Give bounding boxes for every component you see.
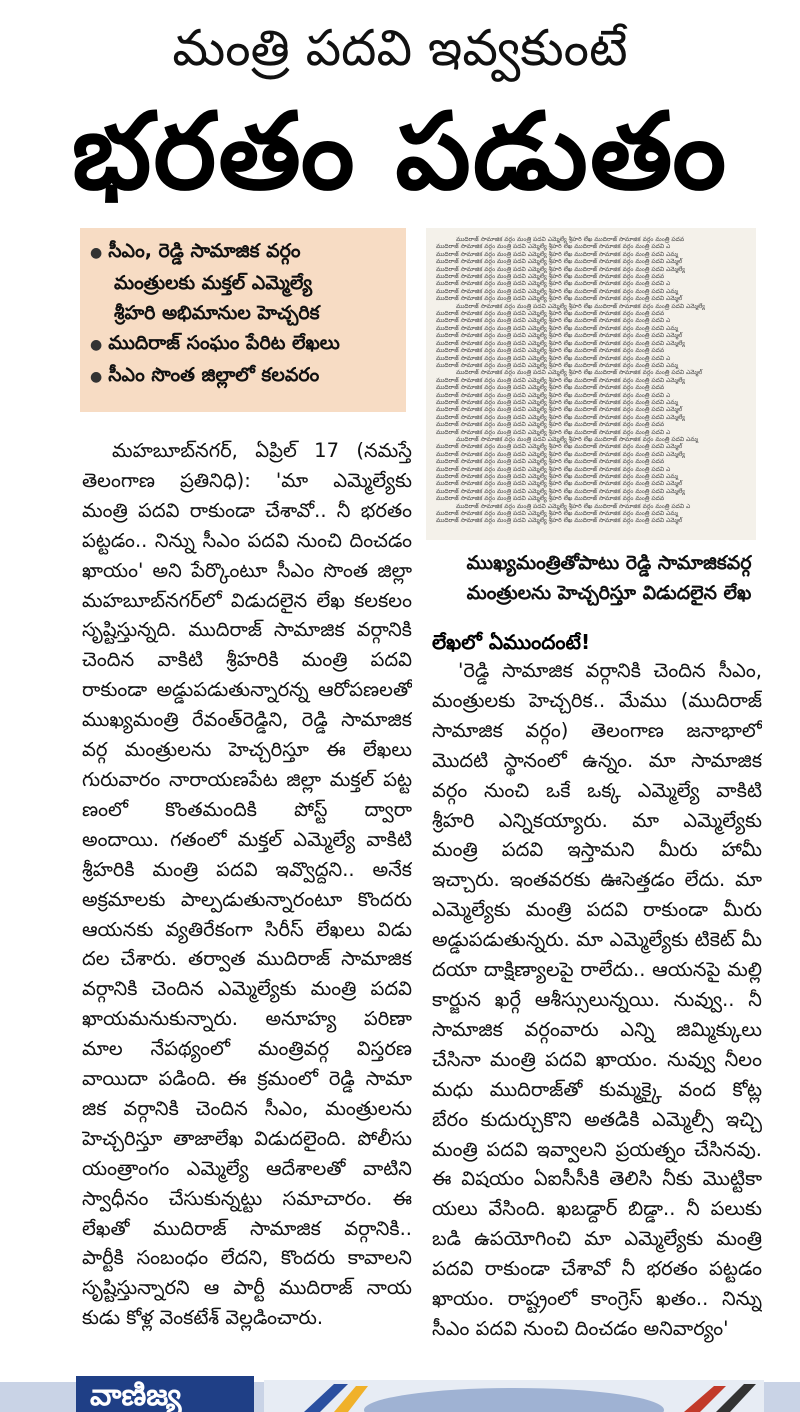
article-line: పార్టీకి సంబంధం లేదని, కొందరు కావాలని [82,1246,412,1270]
letter-scribble-line: ముదిరాజ్ సామాజిక వర్గం మంత్రి పదవి ఎమ్మెల్యే శ్రీహరి లేఖ ముదిరాజ్ సామాజిక వర్గం మంత్రి పదవి ఎ [436,391,671,399]
bullet-dot-icon: ● [90,245,103,261]
highlight-item: ● సీఎం, రెడ్డి సామాజిక వర్గం [90,240,301,262]
article-line: ఖాయం' అని పేర్కొంటూ సీఎం సొంత జిల్లా [82,558,412,582]
letter-scribble-line: ముదిరాజ్ సామాజిక వర్గం మంత్రి పదవి ఎమ్మెల్యే శ్రీహరి లేఖ ముదిరాజ్ సామాజిక వర్గం మంత్రి పదవి ఎమ్మెల్యే [436,265,686,273]
letter-scribble-line: ముదిరాజ్ సామాజిక వర్గం మంత్రి పదవి ఎమ్మెల్యే శ్రీహరి లేఖ ముదిరాజ్ సామాజిక వర్గం మంత్రి పదవ [436,273,665,281]
letter-scribble-line: ముదిరాజ్ సామాజిక వర్గం మంత్రి పదవి ఎమ్మెల్యే శ్రీహరి లేఖ ముదిరాజ్ సామాజిక వర్గం మంత్రి పదవి ఎమ్మెల్యే [436,450,686,458]
article-line: మంత్రి పదవి ఇవ్వాలని ప్రయత్నం చేసినవు. [432,1137,762,1161]
letter-scribble-line: ముదిరాజ్ సామాజిక వర్గం మంత్రి పదవి ఎమ్మెల్యే శ్రీహరి లేఖ ముదిరాజ్ సామాజిక వర్గం మంత్రి పదవి ఎమ్మెల్ [436,258,683,266]
article-line: దయా దాక్షిణ్యాలపై రాలేదు.. ఆయనపై మల్లి [432,958,762,982]
article-line: మహబూబ్‌నగర్‌లో విడుదలైన లేఖ కలకలం [82,588,412,612]
article-left-column [82,436,412,1333]
letter-scribble-line: ముదిరాజ్ సామాజిక వర్గం మంత్రి పదవి ఎమ్మెల్యే శ్రీహరి లేఖ ముదిరాజ్ సామాజిక వర్గం మంత్రి పదవి ఎ [436,280,671,288]
article-line: లేఖతో ముదిరాజ్ సామాజిక వర్గానికి.. [82,1216,412,1240]
article-line: అక్రమాలకు పాల్పడుతున్నారంటూ కొందరు [82,887,412,911]
article-line: వర్గం నుంచి ఒకే ఒక్క ఎమ్మెల్యే వాకిటి [432,778,762,802]
letter-scribble-line: ముదిరాజ్ సామాజిక వర్గం మంత్రి పదవి ఎమ్మెల్యే శ్రీహరి లేఖ ముదిరాజ్ సామాజిక వర్గం మంత్రి పదవి ఎమ్మ [436,324,679,332]
letter-scribble-line: ముదిరాజ్ సామాజిక వర్గం మంత్రి పదవి ఎమ్మెల్యే శ్రీహరి లేఖ ముదిరాజ్ సామాజిక వర్గం మంత్రి పదవ [436,310,665,318]
article-line: ఆయనకు వ్యతిరేకంగా సిరీస్ లేఖలు విడు [82,917,412,941]
article-line: యంత్రాంగం ఎమ్మెల్యే ఆదేశాలతో వాటిని [82,1156,412,1180]
article-line: ముఖ్యమంత్రి రేవంత్‌రెడ్డిని, రెడ్డి సామాజిక [82,708,412,732]
highlight-item-continued: మంత్రులకు మక్తల్ ఎమ్మెల్యే [114,272,313,294]
letter-scribble-line: ముదిరాజ్ సామాజిక వర్గం మంత్రి పదవి ఎమ్మెల్యే శ్రీహరి లేఖ ముదిరాజ్ సామాజిక వర్గం మంత్రి పదవి ఎమ్మెల్ [436,406,683,414]
article-line: మొదటి స్థానంలో ఉన్నం. మా సామాజిక [432,748,762,772]
letter-scribble-line: ముదిరాజ్ సామాజిక వర్గం మంత్రి పదవి ఎమ్మెల్యే శ్రీహరి లేఖ ముదిరాజ్ సామాజిక వర్గం మంత్రి పదవి ఎమ్మెల్ [436,443,683,451]
article-line: పదవి రాకుండా చేశావో నీ భరతం పట్టడం [432,1257,762,1281]
letter-scribble-line: ముదిరాజ్ సామాజిక వర్గం మంత్రి పదవి ఎమ్మెల్యే శ్రీహరి లేఖ ముదిరాజ్ సామాజిక వర్గం మంత్రి పదవి ఎమ్మెల్ [436,295,683,303]
highlight-item: ● ముదిరాజ్ సంఘం పేరిట లేఖలు [90,332,340,354]
article-line: మధు ముదిరాజ్‌తో కుమ్మక్కై వంద కోట్ల [432,1077,762,1101]
article-line: వర్గానికి చెందిన ఎమ్మెల్యేకు మంత్రి పదవి [82,977,412,1001]
letter-scribble-line: ముదిరాజ్ సామాజిక వర్గం మంత్రి పదవి ఎమ్మెల్యే శ్రీహరి లేఖ ముదిరాజ్ సామాజిక వర్గం మంత్రి పదవి ఎమ్మ [436,250,679,258]
article-line: బడి ఉపయోగించి మా ఎమ్మెల్యేకు మంత్రి [432,1227,762,1251]
footer-section-label: వాణిజ్య [76,1376,254,1412]
photo-caption-line: మంత్రులను హెచ్చరిస్తూ విడుదలైన లేఖ [466,582,752,604]
article-line: రాకుండా అడ్డుపడుతున్నారన్న ఆరోపణలతో [82,678,412,702]
letter-scribble-line: ముదిరాజ్ సామాజిక వర్గం మంత్రి పదవి ఎమ్మెల్యే శ్రీహరి లేఖ ముదిరాజ్ సామాజిక వర్గం మంత్రి పదవి ఎమ్మ [436,510,679,518]
article-line: ఎమ్మెల్యేకు మంత్రి పదవి రాకుండా మీరు [432,898,762,922]
letter-scribble-line: ముదిరాజ్ సామాజిక వర్గం మంత్రి పదవి ఎమ్మెల్యే శ్రీహరి లేఖ ముదిరాజ్ సామాజిక వర్గం మంత్రి పదవి ఎమ్మ [436,473,679,480]
bullet-dot-icon: ● [90,369,103,385]
letter-scribble-line: ముదిరాజ్ సామాజిక వర్గం మంత్రి పదవి ఎమ్మెల్యే శ్రీహరి లేఖ ముదిరాజ్ సామాజిక వర్గం మంత్రి పదవి ఎమ్మ [436,398,679,406]
headline-kicker: మంత్రి పదవి ఇవ్వకుంటే [172,19,628,77]
letter-scribble-line: ముదిరాజ్ సామాజిక వర్గం మంత్రి పదవి ఎమ్మెల్యే శ్రీహరి లేఖ ముదిరాజ్ సామాజిక వర్గం మంత్రి పదవి ఎ [436,354,671,362]
letter-scribble-line: ముదిరాజ్ సామాజిక వర్గం మంత్రి పదవి ఎమ్మెల్యే శ్రీహరి లేఖ ముదిరాజ్ సామాజిక వర్గం మంత్రి పదవి ఎమ్మెల్ [436,332,683,340]
letter-scribble-line: ముదిరాజ్ సామాజిక వర్గం మంత్రి పదవి ఎమ్మెల్యే శ్రీహరి లేఖ ముదిరాజ్ సామాజిక వర్గం మంత్రి పదవి ఎమ్మెల్యే [436,376,686,384]
letter-scribble-line: ముదిరాజ్ సామాజిక వర్గం మంత్రి పదవి ఎమ్మెల్యే శ్రీహరి లేఖ ముదిరాజ్ సామాజిక వర్గం మంత్రి పదవి ఎమ్మెల్యే [436,413,686,421]
letter-scribble-line: ముదిరాజ్ సామాజిక వర్గం మంత్రి పదవి ఎమ్మెల్యే శ్రీహరి లేఖ ముదిరాజ్ సామాజిక వర్గం మంత్రి పదవి ఎమ్మ [456,435,699,443]
article-line: ణంలో కొంతమందికి పోస్ట్ ద్వారా [82,797,412,821]
article-line: మంత్రి పదవి ఇస్తామని మీరు హామీ [432,838,762,862]
article-line: బేరం కుదుర్చుకొని అతడికి ఎమ్మెల్సీ ఇచ్చి [432,1107,762,1131]
letter-scribble-line: ముదిరాజ్ సామాజిక వర్గం మంత్రి పదవి ఎమ్మెల్యే శ్రీహరి లేఖ ముదిరాజ్ సామాజిక వర్గం మంత్రి పదవ [456,236,685,243]
article-line: కుడు కోళ్ల వెంకటేశ్ వెల్లడించారు. [82,1306,324,1330]
article-line: యలు వేసింది. ఖబడ్దార్ బిడ్డా.. నీ పలుకు [432,1197,762,1221]
article-subhead: లేఖలో ఏముందంటే! [432,630,591,654]
letter-scribble-line: ముదిరాజ్ సామాజిక వర్గం మంత్రి పదవి ఎమ్మెల్యే శ్రీహరి లేఖ ముదిరాజ్ సామాజిక వర్గం మంత్రి పదవి ఎ [436,465,671,473]
letter-scribble-line: ముదిరాజ్ సామాజిక వర్గం మంత్రి పదవి ఎమ్మెల్యే శ్రీహరి లేఖ ముదిరాజ్ సామాజిక వర్గం మంత్రి పదవి ఎ [436,317,671,325]
article-line: వాయిదా పడింది. ఈ క్రమంలో రెడ్డి సామా [82,1067,412,1091]
letter-scribble-line: ముదిరాజ్ సామాజిక వర్గం మంత్రి పదవి ఎమ్మెల్యే శ్రీహరి లేఖ ముదిరాజ్ సామాజిక వర్గం మంత్రి పదవి ఎ [436,243,671,251]
letter-scribble-line: ముదిరాజ్ సామాజిక వర్గం మంత్రి పదవి ఎమ్మెల్యే శ్రీహరి లేఖ ముదిరాజ్ సామాజిక వర్గం మంత్రి పదవ [436,384,665,392]
bullet-dot-icon: ● [90,337,103,353]
letter-scribble-line: ముదిరాజ్ సామాజిక వర్గం మంత్రి పదవి ఎమ్మెల్యే శ్రీహరి లేఖ ముదిరాజ్ సామాజిక వర్గం మంత్రి పదవి ఎమ్మెల్యే [436,339,686,347]
letter-photo [426,228,756,540]
article-line: ఖాయమనుకున్నారు. అనూహ్య పరిణా [82,1007,412,1031]
article-line: మహబూబ్‌నగర్, ఏప్రిల్ 17 (నమస్తే [112,439,412,462]
article-line: చెందిన వాకిటి శ్రీహరికి మంత్రి పదవి [82,648,412,672]
letter-scribble-line: ముదిరాజ్ సామాజిక వర్గం మంత్రి పదవి ఎమ్మెల్యే శ్రీహరి లేఖ ముదిరాజ్ సామాజిక వర్గం మంత్రి పదవి ఎ [456,502,691,510]
article-line: మంత్రులకు హెచ్చరిక.. మేము (ముదిరాజ్ [432,688,762,712]
article-line: శ్రీహరి ఎన్నికయ్యారు. మా ఎమ్మెల్యేకు [432,808,762,832]
letter-scribble-line: ముదిరాజ్ సామాజిక వర్గం మంత్రి పదవి ఎమ్మెల్యే శ్రీహరి లేఖ ముదిరాజ్ సామాజిక వర్గం మంత్రి పదవి ఎమ్మెల్ [436,517,683,525]
letter-photo-scribble [436,236,746,525]
article-line: అడ్డుపడుతున్నరు. మా ఎమ్మెల్యేకు టికెట్ మీ [432,928,762,952]
article-line: హెచ్చరిస్తూ తాజాలేఖ విడుదలైంది. పోలీసు [82,1126,412,1150]
article-line: సృష్టిస్తున్నది. ముదిరాజ్ సామాజిక వర్గానికి [82,618,412,642]
photo-caption-line: ముఖ్యమంత్రితోపాటు రెడ్డి సామాజికవర్గ [466,552,752,574]
letter-scribble-line: ముదిరాజ్ సామాజిక వర్గం మంత్రి పదవి ఎమ్మెల్యే శ్రీహరి లేఖ ముదిరాజ్ సామాజిక వర్గం మంత్రి పదవి ఎమ్మెల్ [436,480,683,488]
article-line: ఈ విషయం ఏఐసీసీకి తెలిసి నీకు మొట్టికా [432,1167,762,1191]
article-line: స్వాధీనం చేసుకున్నట్టు సమాచారం. ఈ [82,1186,412,1210]
highlight-item: ● సీఎం సొంత జిల్లాలో కలవరం [90,364,320,386]
footer-ad-graphic [264,1380,764,1412]
letter-scribble-line: ముదిరాజ్ సామాజిక వర్గం మంత్రి పదవి ఎమ్మెల్యే శ్రీహరి లేఖ ముదిరాజ్ సామాజిక వర్గం మంత్రి పదవి ఎమ్మ [436,361,679,369]
article-line: చేసినా మంత్రి పదవి ఖాయం. నువ్వు నీలం [432,1047,762,1071]
article-line: ఇచ్చారు. ఇంతవరకు ఊసెత్తడం లేదు. మా [432,868,762,892]
letter-scribble-line: ముదిరాజ్ సామాజిక వర్గం మంత్రి పదవి ఎమ్మెల్యే శ్రీహరి లేఖ ముదిరాజ్ సామాజిక వర్గం మంత్రి పదవ [436,347,665,355]
letter-scribble-line: ముదిరాజ్ సామాజిక వర్గం మంత్రి పదవి ఎమ్మెల్యే శ్రీహరి లేఖ ముదిరాజ్ సామాజిక వర్గం మంత్రి పదవి ఎమ్మ [436,287,679,295]
photo-caption [426,548,792,608]
letter-scribble-line: ముదిరాజ్ సామాజిక వర్గం మంత్రి పదవి ఎమ్మెల్యే శ్రీహరి లేఖ ముదిరాజ్ సామాజిక వర్గం మంత్రి పదవ [436,421,665,429]
letter-scribble-line: ముదిరాజ్ సామాజిక వర్గం మంత్రి పదవి ఎమ్మెల్యే శ్రీహరి లేఖ ముదిరాజ్ సామాజిక వర్గం మంత్రి పదవ [436,495,665,503]
article-line: వర్గ మంత్రులను హెచ్చరిస్తూ ఈ లేఖలు [82,738,412,762]
highlights-box [80,228,406,412]
article-line: దల చేశారు. తర్వాత ముదిరాజ్ సామాజిక [82,947,412,971]
article-line: అందాయి. గతంలో మక్తల్ ఎమ్మెల్యే వాకిటి [82,827,412,851]
article-right-column [432,656,762,1344]
article-line: మాల నేపథ్యంలో మంత్రివర్గ విస్తరణ [82,1037,412,1061]
article-line: సామాజిక వర్గం) తెలంగాణ జనాభాలో [432,718,762,742]
article-line: పట్టడం.. నిన్ను సీఎం పదవి నుంచి దించడం [82,528,412,552]
article-line: తెలంగాణ ప్రతినిధి): 'మా ఎమ్మెల్యేకు [82,468,412,492]
article-line: సీఎం పదవి నుంచి దించడం అనివార్యం' [432,1316,729,1340]
article-line: కార్జున ఖర్గే ఆశీస్సులున్నయి. నువ్వు.. నీ [432,987,762,1011]
article-line: గురువారం నారాయణపేట జిల్లా మక్తల్ పట్ట [82,767,412,791]
article-line: శ్రీహరికి మంత్రి పదవి ఇవ్వొద్దని.. అనేక [82,857,412,881]
letter-scribble-line: ముదిరాజ్ సామాజిక వర్గం మంత్రి పదవి ఎమ్మెల్యే శ్రీహరి లేఖ ముదిరాజ్ సామాజిక వర్గం మంత్రి పదవి ఎమ్మెల్యే [456,302,706,310]
article-line: మంత్రి పదవి రాకుండా చేశావో.. నీ భరతం [82,498,412,522]
article-line: 'రెడ్డి సామాజిక వర్గానికి చెందిన సీఎం, [458,659,762,682]
article-line: సృష్టిస్తున్నారని ఆ పార్టీ ముదిరాజ్ నాయ [82,1276,412,1300]
headline-main: భరతం పడుతం [71,90,729,213]
letter-scribble-line: ముదిరాజ్ సామాజిక వర్గం మంత్రి పదవి ఎమ్మెల్యే శ్రీహరి లేఖ ముదిరాజ్ సామాజిక వర్గం మంత్రి పదవి ఎ [436,428,671,436]
letter-scribble-line: ముదిరాజ్ సామాజిక వర్గం మంత్రి పదవి ఎమ్మెల్యే శ్రీహరి లేఖ ముదిరాజ్ సామాజిక వర్గం మంత్రి పదవ [436,458,665,466]
article-line: సామాజిక వర్గంవారు ఎన్ని జిమ్మిక్కులు [432,1017,762,1041]
letter-scribble-line: ముదిరాజ్ సామాజిక వర్గం మంత్రి పదవి ఎమ్మెల్యే శ్రీహరి లేఖ ముదిరాజ్ సామాజిక వర్గం మంత్రి పదవి ఎమ్మెల్ [456,369,703,377]
article-line: ఖాయం. రాష్ట్రంలో కాంగ్రెస్ ఖతం.. నిన్ను [432,1287,762,1311]
footer-ad-image [264,1380,764,1412]
article-line: జిక వర్గానికి చెందిన సీఎం, మంత్రులను [82,1096,412,1120]
highlight-item-continued: శ్రీహరి అభిమానుల హెచ్చరిక [114,302,320,324]
letter-scribble-line: ముదిరాజ్ సామాజిక వర్గం మంత్రి పదవి ఎమ్మెల్యే శ్రీహరి లేఖ ముదిరాజ్ సామాజిక వర్గం మంత్రి పదవి ఎమ్మెల్యే [436,487,686,495]
